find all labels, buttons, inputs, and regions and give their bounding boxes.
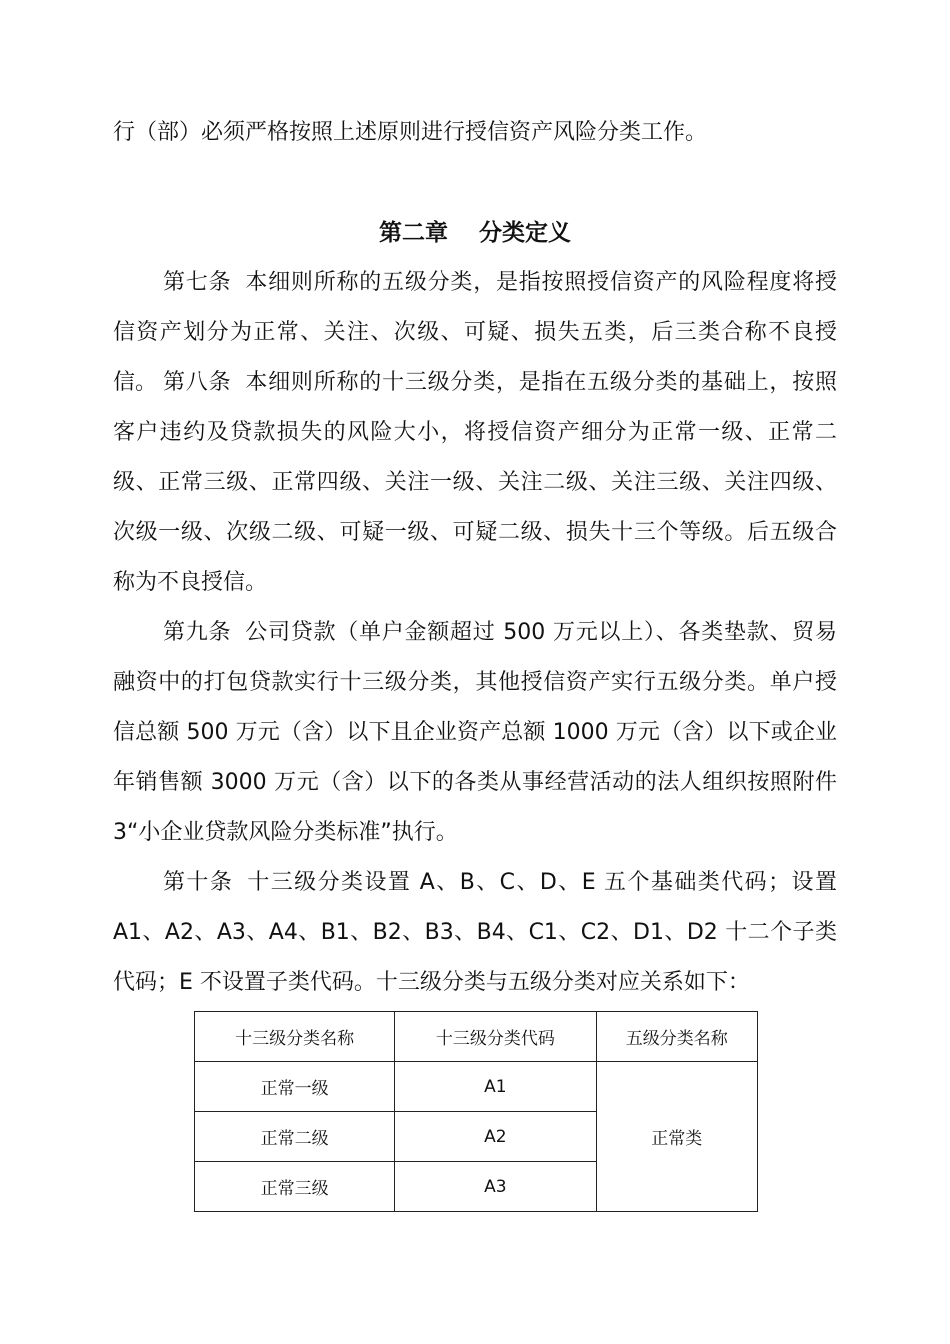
header-thirteen-level-code: 十三级分类代码 — [395, 1012, 596, 1062]
article-10 — [113, 858, 837, 1008]
row-code: A1 — [395, 1062, 596, 1112]
article-8-head: 第八条 — [163, 370, 232, 395]
article-10-body: 十三级分类设置 A、B、C、D、E 五个基础类代码；设置 A1、A2、A3、A4、B1、B2、B3、B4、C1、C2、D1、D2 十二个子类代码；E 不设置子类代码。十三级分类与五级分类对应关系如下： — [113, 870, 837, 995]
article-9-body: 公司贷款（单户金额超过 500 万元以上）、各类垫款、贸易融资中的打包贷款实行十三级分类，其他授信资产实行五级分类。单户授信总额 500 万元（含）以下且企业资产总额 1000 万元（含）以下或企业年销售额 3000 万元（含）以下的各类从事经营活动的法人组织按照附件 3“小企业贷款风险分类标准”执行。 — [113, 620, 837, 845]
row-code: A2 — [395, 1112, 596, 1162]
row-name: 正常一级 — [195, 1062, 395, 1112]
chapter-title: 第二章 分类定义 — [378, 220, 571, 246]
article-7-body: 本细则所称的五级分类，是指按照授信资产的风险程度将授信资产划分为正常、关注、次级、可疑、损失五类，后三类合称不良授信。 — [113, 270, 837, 395]
table-row — [195, 1062, 758, 1112]
row-name: 正常三级 — [195, 1162, 395, 1212]
article-8-body: 本细则所称的十三级分类，是指在五级分类的基础上，按照客户违约及贷款损失的风险大小，将授信资产细分为正常一级、正常二级、正常三级、正常四级、关注一级、关注二级、关注三级、关注四级、次级一级、次级二级、可疑一级、可疑二级、损失十三个等级。后五级合称为不良授信。 — [113, 370, 837, 595]
article-9-head: 第九条 — [163, 620, 232, 645]
table-header-row — [195, 1012, 758, 1062]
header-thirteen-level-name: 十三级分类名称 — [195, 1012, 395, 1062]
classification-table — [194, 1011, 758, 1212]
article-9 — [113, 608, 837, 858]
article-7-head: 第七条 — [163, 270, 232, 295]
lead-paragraph: 行（部）必须严格按照上述原则进行授信资产风险分类工作。 — [113, 120, 708, 145]
row-code: A3 — [395, 1162, 596, 1212]
article-10-head: 第十条 — [163, 870, 234, 895]
article-8 — [113, 358, 837, 608]
group-five-level-name: 正常类 — [596, 1062, 757, 1212]
header-five-level-name: 五级分类名称 — [596, 1012, 757, 1062]
row-name: 正常二级 — [195, 1112, 395, 1162]
